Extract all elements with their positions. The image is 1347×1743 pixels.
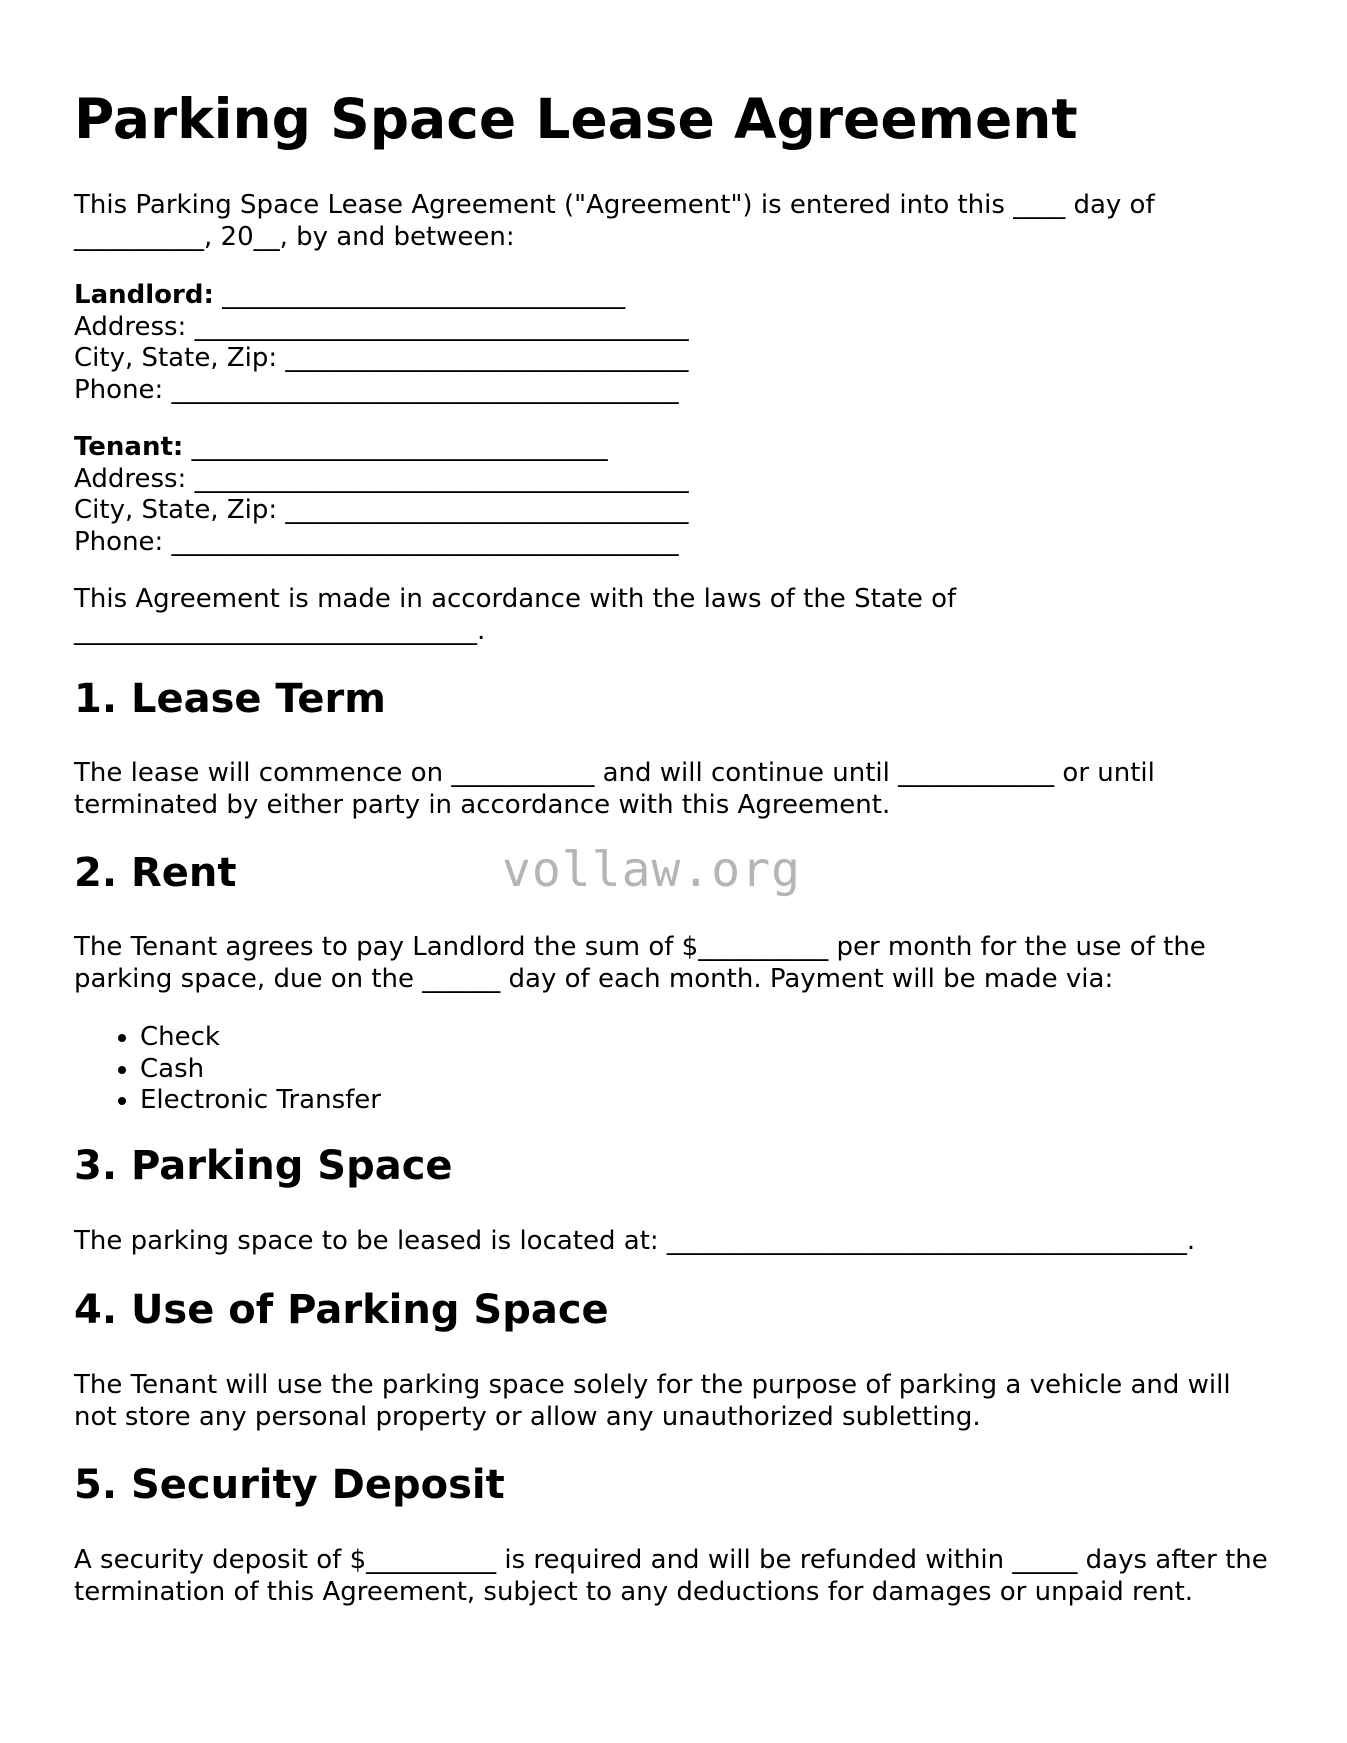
landlord-address-line: Address: ______________________________________ (74, 311, 689, 342)
tenant-address-line: Address: ______________________________________ (74, 463, 689, 494)
landlord-name-blank: _______________________________ (213, 280, 626, 310)
section-heading-parking-space: 3. Parking Space (74, 1143, 453, 1189)
watermark: vollaw.org (502, 842, 801, 898)
use-paragraph: The Tenant will use the parking space solely for the purpose of parking a vehicle and will not store any personal property or allow any unauthorized subletting. (74, 1370, 1231, 1432)
landlord-label: Landlord: (74, 280, 214, 310)
security-deposit-paragraph: A security deposit of $__________ is required and will be refunded within _____ days after the termination of this Agreement, subject to any deductions for damages or unpaid rent. (74, 1545, 1268, 1607)
list-item: • Check (140, 1022, 381, 1054)
landlord-block (74, 280, 689, 406)
tenant-name-line (74, 432, 689, 464)
tenant-phone-line: Phone: _______________________________________ (74, 526, 679, 557)
tenant-name-blank: ________________________________ (183, 432, 608, 462)
parking-space-paragraph: The parking space to be leased is located at: ________________________________________. (74, 1226, 1196, 1256)
list-item: • Electronic Transfer (140, 1085, 381, 1117)
landlord-phone-line: Phone: _______________________________________ (74, 374, 679, 405)
section-heading-security-deposit: 5. Security Deposit (74, 1462, 505, 1508)
landlord-name-line (74, 280, 689, 312)
landlord-city-line: City, State, Zip: _______________________________ (74, 343, 689, 373)
tenant-city-line: City, State, Zip: _______________________________ (74, 495, 689, 525)
governing-law-paragraph: This Agreement is made in accordance with the laws of the State of _______________________________. (74, 584, 957, 646)
lease-term-paragraph: The lease will commence on ___________ and will continue until ____________ or until terminated by either party in accordance with this Agreement. (74, 758, 1155, 820)
tenant-label: Tenant: (74, 432, 184, 462)
section-heading-rent: 2. Rent (74, 850, 237, 896)
section-heading-lease-term: 1. Lease Term (74, 676, 386, 722)
list-item: • Cash (140, 1054, 381, 1086)
intro-paragraph: This Parking Space Lease Agreement ("Agreement") is entered into this ____ day of __________, 20__, by and between: (74, 190, 1155, 252)
payment-methods-list (74, 1022, 381, 1117)
document-title: Parking Space Lease Agreement (74, 87, 1078, 151)
tenant-block (74, 432, 689, 558)
section-heading-use: 4. Use of Parking Space (74, 1287, 609, 1333)
rent-paragraph: The Tenant agrees to pay Landlord the sum of $__________ per month for the use of the parking space, due on the ______ day of each month. Payment will be made via: (74, 932, 1206, 994)
